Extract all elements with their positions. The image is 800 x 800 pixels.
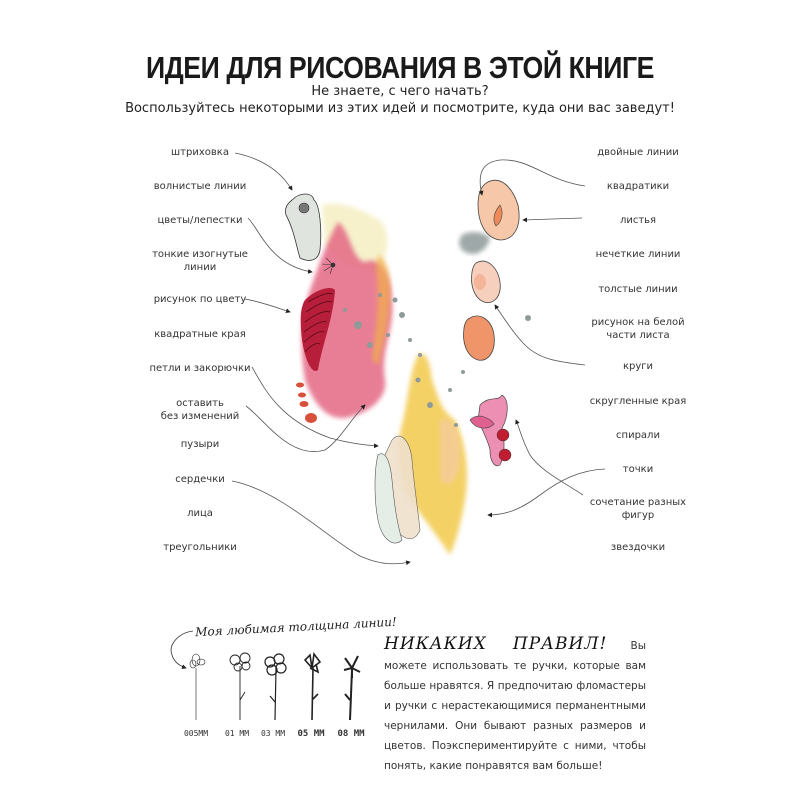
label-rounded-edges: скругленные края (589, 396, 687, 407)
label-thin-curved-lines: тонкие изогнутые линии (152, 249, 248, 273)
label-flowers-petals: цветы/лепестки (157, 215, 243, 226)
label-hatching: штриховка (171, 147, 229, 158)
page-title: ИДЕИ ДЛЯ РИСОВАНИЯ В ЭТОЙ КНИГЕ (145, 50, 655, 85)
label-loops-squiggles: петли и закорючки (149, 363, 251, 374)
no-rules-heading: НИКАКИХ ПРАВИЛ! (384, 634, 608, 654)
flower-005mm (190, 654, 205, 720)
size-label-03mm: 03 MM (260, 729, 286, 738)
subtitle-instruction: Воспользуйтесь некоторыми из этих идей и посмотрите, куда они вас заведут! (125, 101, 675, 116)
flower-05mm (305, 654, 320, 720)
label-stars: звездочки (610, 542, 666, 553)
label-triangles: треугольники (163, 542, 237, 553)
label-dots: точки (622, 464, 654, 475)
label-leave-unchanged: оставить без изменений (160, 398, 240, 422)
label-thick-lines: толстые линии (598, 284, 678, 295)
label-mixed-shapes: сочетание разных фигур (589, 497, 687, 521)
subtitle-question: Не знаете, с чего начать? (311, 84, 489, 99)
label-bubbles: пузыри (180, 439, 220, 450)
label-circles: круги (622, 361, 654, 372)
line-width-tagline: Моя любимая толщина линии! (194, 614, 398, 640)
flower-01mm (230, 653, 250, 720)
no-rules-body: Вы можете использовать те ручки, которые вам больше нравятся. Я предпочитаю фломастеры и ручки с нерастекающимися перманентными чернилами. Они бывают разных размеров и цветов. Поэкспериментируйте с ними, чтобы понять, какие понравятся вам больше! (384, 640, 646, 772)
flower-08mm (344, 656, 360, 720)
label-double-lines: двойные линии (597, 147, 679, 158)
flower-03mm (265, 654, 286, 720)
label-leaves: листья (619, 215, 657, 226)
label-draw-by-color: рисунок по цвету (153, 294, 247, 305)
label-wavy-lines: волнистые линии (153, 181, 247, 192)
label-spirals: спирали (616, 430, 660, 441)
label-draw-on-white: рисунок на белой части листа (591, 317, 685, 341)
no-rules-paragraph (384, 634, 646, 776)
label-faces: лица (187, 508, 213, 519)
curved-arrow-icon (171, 631, 193, 668)
label-fuzzy-lines: нечеткие линии (595, 249, 681, 260)
size-label-08mm: 08 MM (337, 729, 365, 739)
label-squares: квадратики (606, 181, 670, 192)
size-label-05mm: 05 MM (297, 729, 325, 739)
label-hearts: сердечки (175, 474, 225, 485)
label-square-edges: квадратные края (154, 329, 246, 340)
size-label-005mm: 005MM (183, 729, 209, 738)
size-label-01mm: 01 MM (224, 729, 250, 738)
